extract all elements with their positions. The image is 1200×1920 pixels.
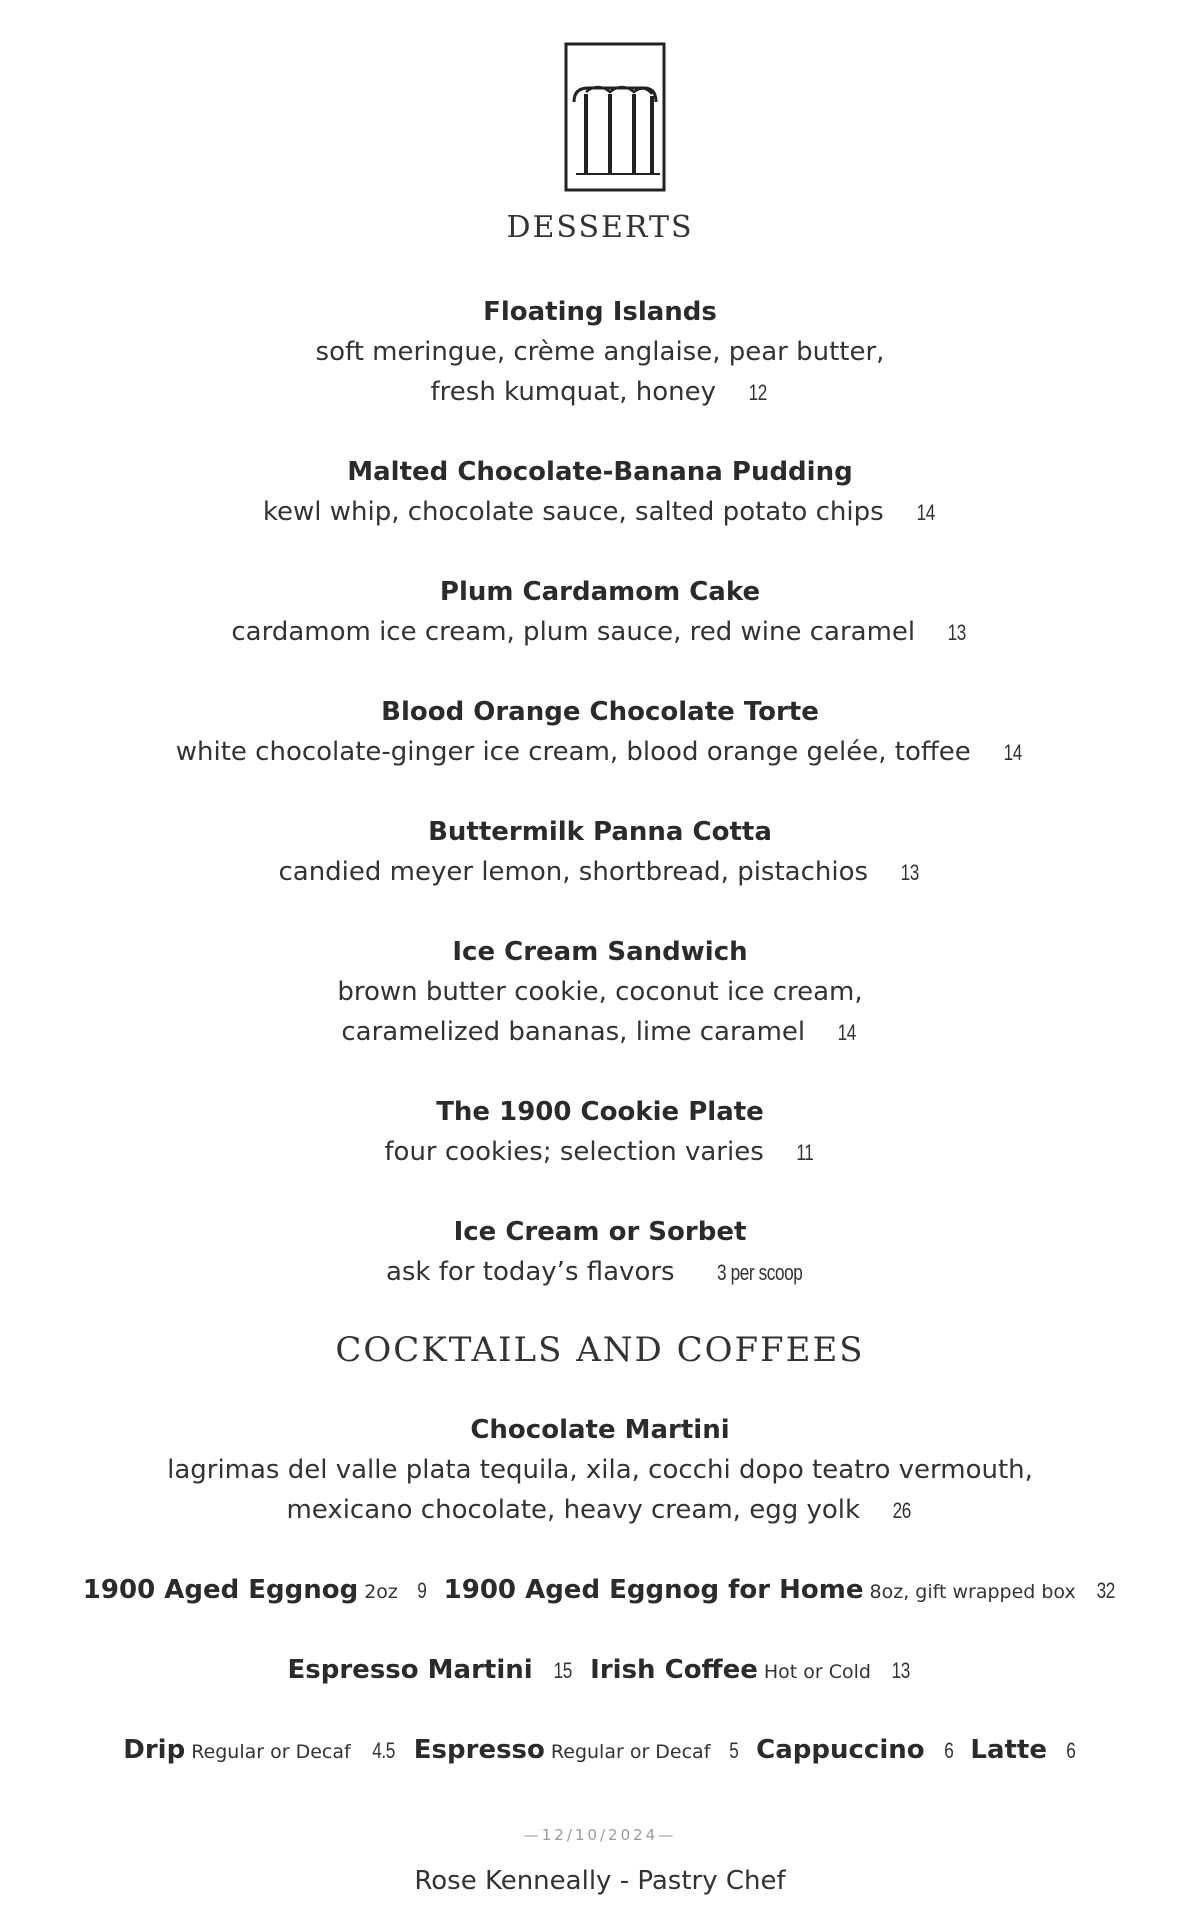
menu-item [0, 812, 1200, 893]
menu-item-price: 13 [900, 860, 919, 885]
menu-item [0, 292, 1200, 413]
menu-item-desc: brown butter cookie, coconut ice cream, [337, 977, 863, 1007]
menu-date: —12/10/2024— [523, 1826, 677, 1844]
cocktails-section-title: COCKTAILS AND COFFEES [335, 1330, 865, 1370]
menu-item [0, 932, 1200, 1053]
menu-item-name: Plum Cardamom Cake [439, 577, 761, 607]
drink-name: Drip [123, 1735, 186, 1765]
drink-price: 4.5 [371, 1738, 395, 1763]
drink-item [970, 1730, 1076, 1771]
menu-item-price: 13 [947, 620, 967, 645]
drink-row [0, 1650, 1200, 1692]
menu-item-desc: candied meyer lemon, shortbread, pistachios 13 [0, 852, 1200, 893]
drink-item [288, 1650, 575, 1691]
drink-note: Regular or Decaf [191, 1741, 351, 1763]
drink-price: 32 [1096, 1578, 1115, 1603]
menu-item-desc: cardamom ice cream, plum sauce, red wine caramel 13 [0, 612, 1200, 653]
menu-item [0, 1212, 1200, 1293]
menu-item-price: 3 per scoop [716, 1260, 803, 1285]
arch-columns-logo-icon [564, 42, 666, 192]
menu-item-price: 14 [916, 500, 935, 525]
drink-name: 1900 Aged Eggnog [82, 1575, 359, 1605]
drink-name: Espresso [413, 1735, 545, 1765]
menu-item-price: 14 [837, 1020, 857, 1045]
menu-item-price: 14 [1003, 740, 1022, 765]
menu-item-desc: fresh kumquat, honey 12 [0, 372, 1200, 413]
drink-row [0, 1730, 1200, 1772]
menu-item-desc: white chocolate-ginger ice cream, blood orange gelée, toffee 14 [0, 732, 1200, 773]
drink-item [590, 1650, 912, 1692]
menu-item-name: Buttermilk Panna Cotta [428, 817, 772, 847]
drink-price: 6 [943, 1738, 954, 1763]
menu-item-desc: mexicano chocolate, heavy cream, egg yolk 26 [0, 1490, 1200, 1531]
menu-item-desc: ask for today’s flavors 3 per scoop [0, 1252, 1200, 1293]
drink-note: Regular or Decaf [550, 1741, 711, 1763]
drink-price: 5 [729, 1738, 739, 1763]
menu-item-name: Ice Cream Sandwich [452, 937, 748, 967]
menu-item-desc: lagrimas del valle plata tequila, xila, cocchi dopo teatro vermouth, [167, 1455, 1033, 1485]
menu-item-name: Malted Chocolate-Banana Pudding [347, 457, 853, 487]
drink-item [123, 1730, 398, 1772]
drink-item [83, 1570, 428, 1612]
desserts-section-title: DESSERTS [506, 210, 694, 245]
menu-item-name: Chocolate Martini [470, 1415, 730, 1445]
drink-item [414, 1730, 740, 1772]
menu-item-chocolate-martini [0, 1410, 1200, 1531]
drink-price: 15 [553, 1658, 572, 1683]
drink-item [444, 1570, 1118, 1612]
drink-row [0, 1570, 1200, 1612]
menu-item-desc: four cookies; selection varies 11 [0, 1132, 1200, 1173]
menu-item-desc: kewl whip, chocolate sauce, salted potato chips 14 [0, 492, 1200, 533]
menu-item [0, 572, 1200, 653]
pastry-chef-credit: Rose Kenneally - Pastry Chef [414, 1866, 786, 1896]
drink-note: 2oz [364, 1581, 398, 1603]
menu-item-price: 12 [748, 380, 767, 405]
menu-item-name: Ice Cream or Sorbet [453, 1217, 747, 1247]
menu-item-price: 26 [892, 1498, 911, 1523]
drink-name: Espresso Martini [287, 1655, 533, 1685]
drink-note: Hot or Cold [763, 1661, 871, 1683]
drink-note: 8oz, gift wrapped box [869, 1581, 1076, 1603]
drink-name: Latte [970, 1735, 1047, 1765]
menu-item-desc: caramelized bananas, lime caramel 14 [0, 1012, 1200, 1053]
drink-name: Cappuccino [756, 1735, 925, 1765]
drink-item [756, 1730, 954, 1771]
menu-item-name: Floating Islands [483, 297, 717, 327]
drink-price: 13 [891, 1658, 910, 1683]
menu-item-desc: soft meringue, crème anglaise, pear butter, [315, 337, 885, 367]
menu-item-name: Blood Orange Chocolate Torte [381, 697, 819, 727]
menu-item-price: 11 [796, 1140, 814, 1165]
menu-item [0, 452, 1200, 533]
drink-price: 9 [417, 1578, 427, 1603]
menu-item [0, 1092, 1200, 1173]
drink-name: 1900 Aged Eggnog for Home [443, 1575, 864, 1605]
menu-item-name: The 1900 Cookie Plate [436, 1097, 764, 1127]
drink-price: 6 [1066, 1738, 1076, 1763]
drink-name: Irish Coffee [590, 1655, 758, 1685]
menu-item [0, 692, 1200, 773]
